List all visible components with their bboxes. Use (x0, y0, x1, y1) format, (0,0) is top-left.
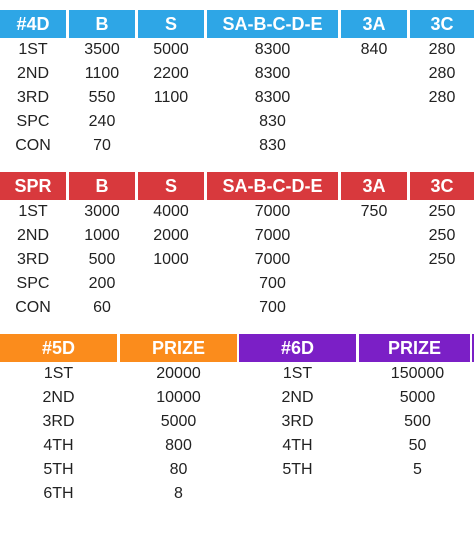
table-cell: 2000 (153, 227, 189, 244)
table-cell: 2ND (42, 389, 75, 406)
sixd-header-cell: PRIZE (359, 334, 470, 362)
table-cell: 2ND (16, 65, 49, 82)
table-cell: 240 (88, 113, 116, 130)
table-row (0, 200, 474, 224)
table-cell: 830 (259, 137, 286, 154)
table-row (239, 386, 474, 410)
table-cell: 8 (174, 485, 183, 502)
table-cell: 1ST (18, 203, 48, 220)
table-row (239, 362, 474, 386)
table-cell: 250 (428, 227, 456, 244)
spr-header-cell: 3C (410, 172, 474, 200)
table-cell: SPC (16, 113, 50, 130)
table-cell: 830 (259, 113, 286, 130)
table-cell: 1100 (84, 65, 120, 82)
table-cell: 60 (93, 299, 111, 316)
table-cell: 4000 (153, 203, 189, 220)
table-row (0, 110, 474, 134)
fourd-header-cell: SA-B-C-D-E (207, 10, 338, 38)
table-cell: 3RD (281, 413, 314, 430)
table-cell: 1000 (153, 251, 189, 268)
table-cell: 3RD (16, 251, 49, 268)
spr-header-cell: B (69, 172, 135, 200)
table-cell: 1100 (153, 89, 189, 106)
fourd-header-cell: 3A (341, 10, 407, 38)
table-cell: 280 (428, 65, 456, 82)
table-cell: CON (15, 137, 51, 154)
fived-header-cell: PRIZE (120, 334, 237, 362)
table-cell: 500 (88, 251, 116, 268)
table-row (0, 362, 237, 386)
table-row (0, 248, 474, 272)
table-cell: 10000 (156, 389, 201, 406)
table-row (0, 386, 237, 410)
spr-header-cell: SA-B-C-D-E (207, 172, 338, 200)
table-row (0, 62, 474, 86)
table-cell: 1ST (43, 365, 74, 382)
table-row (0, 434, 237, 458)
table-row (239, 410, 474, 434)
table-cell (138, 110, 204, 134)
table-cell (410, 134, 474, 158)
table-cell (341, 62, 407, 86)
table-cell: 3RD (42, 413, 75, 430)
fourd-header-cell: #4D (0, 10, 66, 38)
table-cell: 2ND (16, 227, 49, 244)
table-cell: 840 (360, 41, 388, 58)
table-cell: 150000 (390, 365, 445, 382)
table-row (0, 296, 474, 320)
spr-header-cell: 3A (341, 172, 407, 200)
table-cell: 5TH (43, 461, 74, 478)
table-cell: 280 (428, 89, 456, 106)
table-cell: 5 (413, 461, 422, 478)
table-cell: 7000 (254, 203, 291, 220)
spr-header-cell: S (138, 172, 204, 200)
table-cell (341, 110, 407, 134)
table-cell (341, 86, 407, 110)
table-cell: 50 (408, 437, 427, 454)
table-cell: 550 (88, 89, 116, 106)
table-row (239, 458, 474, 482)
table-cell: 5000 (399, 389, 436, 406)
table-cell: 3RD (16, 89, 49, 106)
fived-prize-table (0, 334, 237, 506)
fourd-header-row (0, 10, 474, 38)
table-cell: 500 (404, 413, 431, 430)
table-cell: 6TH (43, 485, 74, 502)
table-cell: 8300 (254, 41, 291, 58)
table-cell: 2200 (153, 65, 189, 82)
table-row (0, 458, 237, 482)
table-cell (138, 272, 204, 296)
table-cell: 750 (360, 203, 388, 220)
fived-header-row (0, 334, 237, 362)
fourd-header-cell: B (69, 10, 135, 38)
table-cell: 3500 (84, 41, 120, 58)
table-cell: 280 (428, 41, 456, 58)
table-cell: 800 (165, 437, 192, 454)
table-cell (410, 296, 474, 320)
table-cell: 1000 (84, 227, 120, 244)
table-cell (341, 248, 407, 272)
table-cell (341, 272, 407, 296)
table-cell (341, 134, 407, 158)
table-cell (341, 224, 407, 248)
table-row (0, 86, 474, 110)
table-cell: 5TH (282, 461, 313, 478)
table-cell: 80 (169, 461, 188, 478)
table-cell: SPC (16, 275, 50, 292)
table-cell (410, 110, 474, 134)
table-cell (341, 296, 407, 320)
spr-header-cell: SPR (0, 172, 66, 200)
table-cell (138, 296, 204, 320)
table-row (0, 38, 474, 62)
sixd-header-row (239, 334, 474, 362)
table-cell: 700 (259, 299, 286, 316)
table-cell: 2ND (281, 389, 314, 406)
table-row (0, 482, 237, 506)
table-row (0, 272, 474, 296)
fourd-prize-table (0, 10, 474, 158)
table-cell: 5000 (160, 413, 197, 430)
table-cell: 250 (428, 251, 456, 268)
table-cell: 200 (88, 275, 116, 292)
table-cell: 8300 (254, 65, 291, 82)
table-cell: 1ST (18, 41, 48, 58)
spr-header-row (0, 172, 474, 200)
table-row (0, 224, 474, 248)
table-cell: 4TH (43, 437, 74, 454)
table-cell: 1ST (282, 365, 313, 382)
table-cell: 20000 (156, 365, 201, 382)
table-cell: 70 (93, 137, 111, 154)
table-cell: 5000 (153, 41, 189, 58)
sixd-prize-table (239, 334, 474, 482)
fourd-header-cell: 3C (410, 10, 474, 38)
table-cell (410, 272, 474, 296)
table-cell: CON (15, 299, 51, 316)
sixd-header-cell: #6D (239, 334, 356, 362)
table-cell: 8300 (254, 89, 291, 106)
fourd-header-cell: S (138, 10, 204, 38)
table-cell: 4TH (282, 437, 313, 454)
fived-header-cell: #5D (0, 334, 117, 362)
table-cell (138, 134, 204, 158)
table-cell: 250 (428, 203, 456, 220)
table-cell: 7000 (254, 227, 291, 244)
table-row (0, 134, 474, 158)
table-cell: 700 (259, 275, 286, 292)
spr-prize-table (0, 172, 474, 320)
table-row (0, 410, 237, 434)
table-row (239, 434, 474, 458)
table-cell: 3000 (84, 203, 120, 220)
table-cell: 7000 (254, 251, 291, 268)
